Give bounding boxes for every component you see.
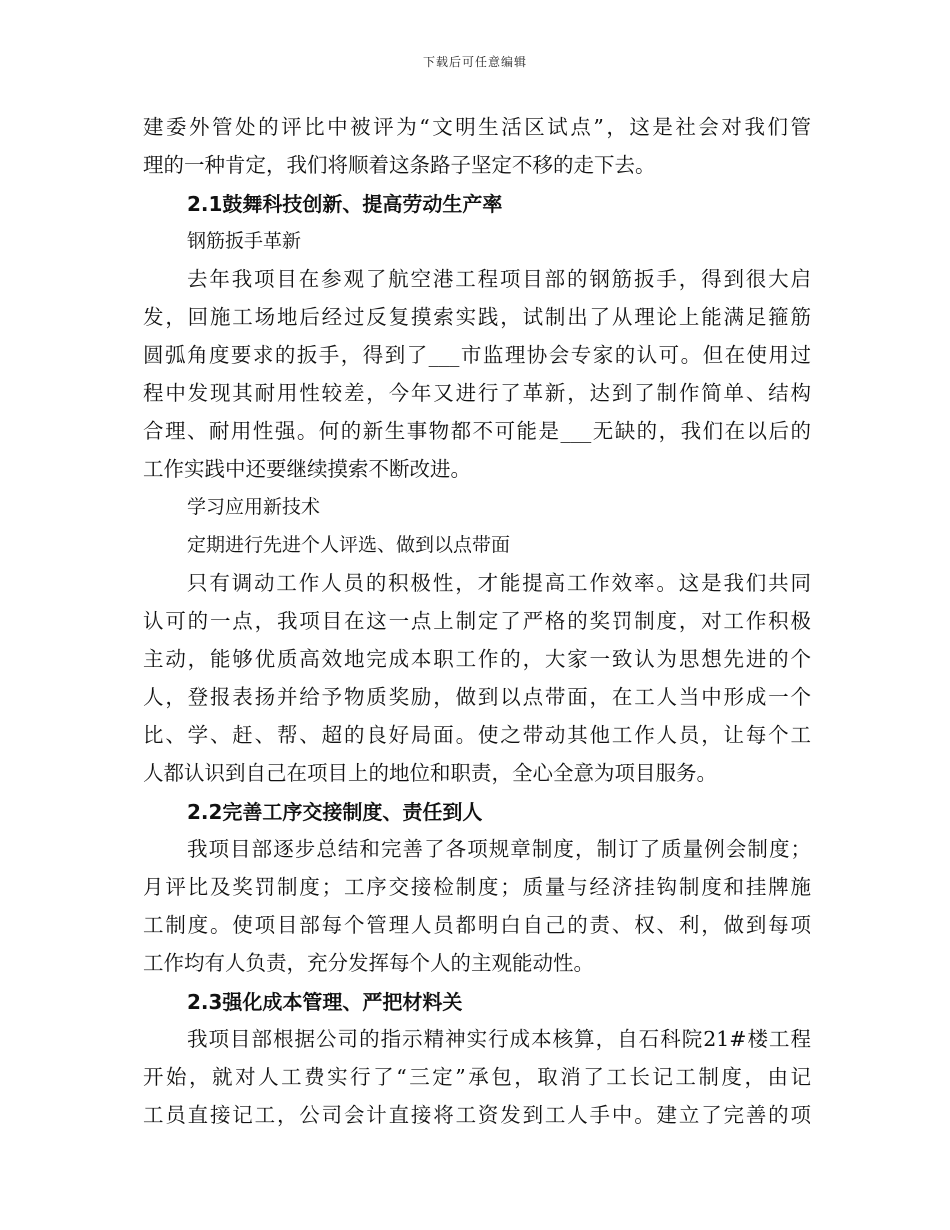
paragraph-line: 只有调动工作人员的积极性，才能提高工作效率。这是我们共同	[187, 571, 811, 595]
paragraph-line: 开始，就对人工费实行了“三定”承包，取消了工长记工制度，由记	[143, 1065, 811, 1089]
paragraph-line: 我项目部逐步总结和完善了各项规章制度，制订了质量例会制度；	[187, 837, 811, 861]
section-heading: 2.3强化成本管理、严把材料关	[187, 990, 463, 1014]
paragraph-line: 我项目部根据公司的指示精神实行成本核算，自石科院21#楼工程	[187, 1027, 811, 1051]
paragraph-line: 合理、耐用性强。何的新生事物都不可能是___无缺的，我们在以后的	[143, 419, 811, 443]
paragraph-line: 比、学、赶、帮、超的良好局面。使之带动其他工作人员，让每个工	[143, 723, 811, 747]
section-heading: 2.2完善工序交接制度、责任到人	[187, 800, 483, 824]
paragraph-line: 工作均有人负责，充分发挥每个人的主观能动性。	[143, 951, 594, 975]
paragraph-line: 理的一种肯定，我们将顺着这条路子坚定不移的走下去。	[143, 153, 656, 177]
paragraph-line: 发，回施工场地后经过反复摸索实践，试制出了从理论上能满足箍筋	[143, 305, 811, 329]
paragraph-line: 工作实践中还要继续摸索不断改进。	[143, 457, 471, 481]
paragraph-line: 人，登报表扬并给予物质奖励，做到以点带面，在工人当中形成一个	[143, 685, 811, 709]
paragraph-line: 主动，能够优质高效地完成本职工作的，大家一致认为思想先进的个	[143, 647, 811, 671]
paragraph-line: 圆弧角度要求的扳手，得到了___市监理协会专家的认可。但在使用过	[143, 343, 811, 367]
sub-heading: 钢筋扳手革新	[187, 230, 302, 252]
sub-heading: 定期进行先进个人评选、做到以点带面	[187, 534, 511, 556]
paragraph-line: 建委外管处的评比中被评为“文明生活区试点”，这是社会对我们管	[143, 115, 811, 139]
paragraph-line: 去年我项目在参观了航空港工程项目部的钢筋扳手，得到很大启	[187, 267, 811, 291]
sub-heading: 学习应用新技术	[187, 496, 321, 518]
paragraph-line: 工制度。使项目部每个管理人员都明白自己的责、权、利，做到每项	[143, 913, 811, 937]
paragraph-line: 月评比及奖罚制度；工序交接检制度；质量与经济挂钩制度和挂牌施	[143, 875, 811, 899]
paragraph-line: 程中发现其耐用性较差，今年又进行了革新，达到了制作简单、结构	[143, 381, 811, 405]
paragraph-line: 认可的一点，我项目在这一点上制定了严格的奖罚制度，对工作积极	[143, 609, 811, 633]
section-heading: 2.1鼓舞科技创新、提高劳动生产率	[187, 192, 503, 216]
paragraph-line: 工员直接记工，公司会计直接将工资发到工人手中。建立了完善的项	[143, 1103, 811, 1127]
paragraph-line: 人都认识到自己在项目上的地位和职责，全心全意为项目服务。	[143, 761, 717, 785]
document-body	[143, 108, 811, 1134]
page-header: 下载后可任意编辑	[422, 55, 527, 69]
